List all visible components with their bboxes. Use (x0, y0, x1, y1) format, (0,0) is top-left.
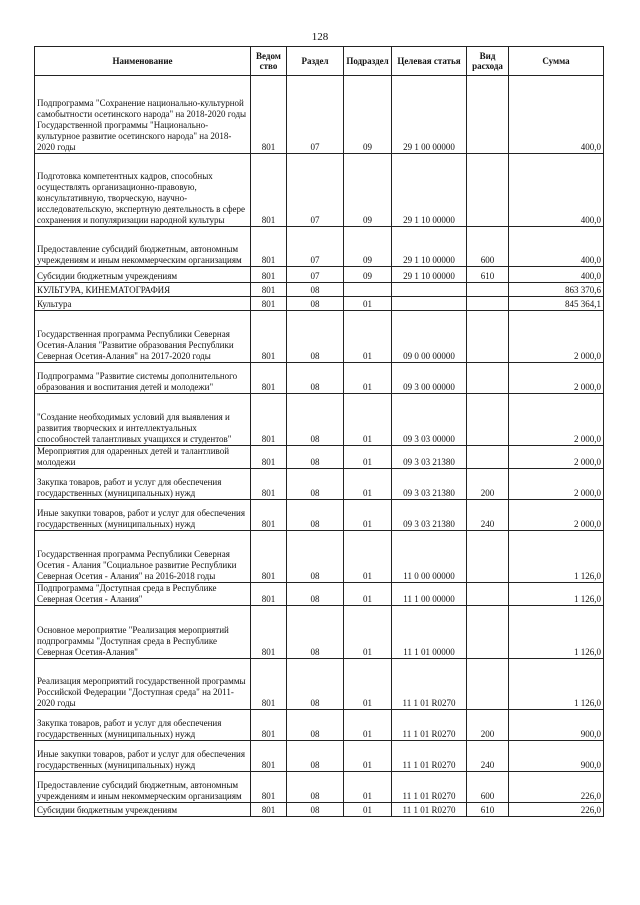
cell-section: 08 (287, 446, 344, 469)
cell-section: 07 (287, 227, 344, 267)
cell-amount: 226,0 (509, 772, 604, 803)
cell-dept: 801 (251, 267, 287, 283)
cell-subsection: 01 (344, 500, 392, 531)
cell-amount: 1 126,0 (509, 531, 604, 583)
cell-amount: 845 364,1 (509, 297, 604, 311)
table-row (35, 267, 604, 283)
cell-name: Основное мероприятие "Реализация мероприятий подпрограммы "Доступная среда в Республике Северная Осетия-Алания" (35, 606, 251, 659)
cell-dept: 801 (251, 446, 287, 469)
cell-target: 09 3 00 00000 (392, 363, 467, 394)
cell-subsection: 01 (344, 297, 392, 311)
cell-expense-type (467, 531, 509, 583)
cell-expense-type: 240 (467, 741, 509, 772)
cell-amount: 1 126,0 (509, 606, 604, 659)
table-row (35, 531, 604, 583)
cell-section: 08 (287, 531, 344, 583)
cell-amount: 863 370,6 (509, 283, 604, 297)
cell-name: Подготовка компетентных кадров, способных осуществлять организационно-правовую, консультативную, творческую, научно-исследовательскую, экспертную деятельность в сфере сохранения и популяризации народной культуры (35, 154, 251, 227)
cell-amount: 1 126,0 (509, 659, 604, 710)
table-row (35, 283, 604, 297)
cell-subsection: 01 (344, 803, 392, 817)
table-row (35, 710, 604, 741)
cell-name: Государственная программа Республики Северная Осетия - Алания "Социальное развитие Республики Северная Осетия - Алания" на 2016-2018 годы (35, 531, 251, 583)
cell-section: 07 (287, 267, 344, 283)
table-row (35, 311, 604, 363)
cell-name: КУЛЬТУРА, КИНЕМАТОГРАФИЯ (35, 283, 251, 297)
cell-dept: 801 (251, 297, 287, 311)
cell-dept: 801 (251, 363, 287, 394)
cell-amount: 400,0 (509, 154, 604, 227)
page-number: 128 (311, 31, 329, 43)
cell-dept: 801 (251, 500, 287, 531)
cell-section: 08 (287, 606, 344, 659)
cell-target: 29 1 10 00000 (392, 267, 467, 283)
cell-expense-type (467, 659, 509, 710)
cell-target: 11 1 01 00000 (392, 606, 467, 659)
cell-section: 08 (287, 710, 344, 741)
header-subsection: Подраздел (344, 47, 392, 76)
header-section: Раздел (287, 47, 344, 76)
cell-name: Реализация мероприятий государственной программы Российской Федерации "Доступная среда" на 2011-2020 годы (35, 659, 251, 710)
cell-section: 08 (287, 469, 344, 500)
cell-expense-type (467, 583, 509, 606)
header-dept: Ведом ство (251, 47, 287, 76)
cell-section: 08 (287, 394, 344, 446)
cell-name: Субсидии бюджетным учреждениям (35, 267, 251, 283)
cell-dept: 801 (251, 227, 287, 267)
cell-dept: 801 (251, 583, 287, 606)
cell-name: Предоставление субсидий бюджетным, автономным учреждениям и иным некоммерческим организациям (35, 227, 251, 267)
cell-subsection: 01 (344, 710, 392, 741)
cell-expense-type: 600 (467, 227, 509, 267)
cell-name: Закупка товаров, работ и услуг для обеспечения государственных (муниципальных) нужд (35, 710, 251, 741)
cell-amount: 2 000,0 (509, 363, 604, 394)
cell-expense-type: 200 (467, 469, 509, 500)
table-row (35, 583, 604, 606)
budget-table (34, 46, 604, 817)
cell-subsection: 09 (344, 227, 392, 267)
table-row (35, 741, 604, 772)
table-row (35, 606, 604, 659)
cell-dept: 801 (251, 772, 287, 803)
cell-expense-type: 240 (467, 500, 509, 531)
cell-target (392, 283, 467, 297)
cell-section: 07 (287, 76, 344, 154)
table-row (35, 297, 604, 311)
cell-amount: 900,0 (509, 741, 604, 772)
cell-name: Подпрограмма "Развитие системы дополнительного образования и воспитания детей и молодежи" (35, 363, 251, 394)
cell-name: Субсидии бюджетным учреждениям (35, 803, 251, 817)
cell-target: 11 1 01 R0270 (392, 772, 467, 803)
cell-dept: 801 (251, 659, 287, 710)
cell-expense-type (467, 606, 509, 659)
table-row (35, 446, 604, 469)
cell-subsection: 09 (344, 267, 392, 283)
cell-amount: 2 000,0 (509, 500, 604, 531)
cell-subsection: 01 (344, 606, 392, 659)
cell-amount: 400,0 (509, 267, 604, 283)
table-row (35, 772, 604, 803)
cell-expense-type (467, 311, 509, 363)
cell-subsection: 01 (344, 772, 392, 803)
cell-dept: 801 (251, 76, 287, 154)
cell-name: Культура (35, 297, 251, 311)
cell-target: 11 1 01 R0270 (392, 741, 467, 772)
header-amount: Сумма (509, 47, 604, 76)
cell-amount: 400,0 (509, 227, 604, 267)
cell-section: 08 (287, 297, 344, 311)
cell-expense-type (467, 446, 509, 469)
table-row (35, 659, 604, 710)
cell-section: 08 (287, 772, 344, 803)
cell-target: 11 1 01 R0270 (392, 659, 467, 710)
cell-target: 11 0 00 00000 (392, 531, 467, 583)
cell-target (392, 297, 467, 311)
cell-subsection: 01 (344, 659, 392, 710)
cell-expense-type: 600 (467, 772, 509, 803)
cell-dept: 801 (251, 311, 287, 363)
header-name: Наименование (35, 47, 251, 76)
cell-section: 08 (287, 311, 344, 363)
cell-dept: 801 (251, 803, 287, 817)
cell-expense-type: 200 (467, 710, 509, 741)
cell-section: 08 (287, 500, 344, 531)
cell-section: 08 (287, 363, 344, 394)
cell-amount: 226,0 (509, 803, 604, 817)
cell-section: 08 (287, 803, 344, 817)
cell-subsection: 01 (344, 741, 392, 772)
cell-expense-type (467, 394, 509, 446)
cell-target: 29 1 10 00000 (392, 227, 467, 267)
cell-section: 07 (287, 154, 344, 227)
cell-subsection: 01 (344, 311, 392, 363)
cell-dept: 801 (251, 531, 287, 583)
cell-target: 29 1 10 00000 (392, 154, 467, 227)
cell-target: 11 1 01 R0270 (392, 803, 467, 817)
cell-dept: 801 (251, 283, 287, 297)
header-expense-type: Вид расхода (467, 47, 509, 76)
cell-name: Подпрограмма "Доступная среда в Республике Северная Осетия - Алания" (35, 583, 251, 606)
header-row (35, 47, 604, 76)
table-row (35, 154, 604, 227)
cell-name: Государственная программа Республики Северная Осетия-Алания "Развитие образования Республики Северная Осетия-Алания" на 2017-2020 годы (35, 311, 251, 363)
cell-amount: 400,0 (509, 76, 604, 154)
cell-name: Мероприятия для одаренных детей и талантливой молодежи (35, 446, 251, 469)
cell-name: Закупка товаров, работ и услуг для обеспечения государственных (муниципальных) нужд (35, 469, 251, 500)
cell-target: 11 1 01 R0270 (392, 710, 467, 741)
cell-dept: 801 (251, 741, 287, 772)
cell-dept: 801 (251, 154, 287, 227)
cell-subsection: 09 (344, 154, 392, 227)
cell-target: 09 3 03 21380 (392, 469, 467, 500)
cell-target: 09 3 03 21380 (392, 500, 467, 531)
cell-name: Иные закупки товаров, работ и услуг для обеспечения государственных (муниципальных) нужд (35, 500, 251, 531)
cell-section: 08 (287, 283, 344, 297)
table-row (35, 76, 604, 154)
cell-dept: 801 (251, 469, 287, 500)
cell-subsection: 09 (344, 76, 392, 154)
cell-amount: 2 000,0 (509, 469, 604, 500)
cell-target: 11 1 00 00000 (392, 583, 467, 606)
cell-dept: 801 (251, 710, 287, 741)
cell-subsection: 01 (344, 394, 392, 446)
cell-subsection: 01 (344, 469, 392, 500)
cell-amount: 2 000,0 (509, 394, 604, 446)
cell-dept: 801 (251, 606, 287, 659)
cell-expense-type (467, 76, 509, 154)
cell-subsection (344, 283, 392, 297)
cell-target: 09 0 00 00000 (392, 311, 467, 363)
cell-amount: 1 126,0 (509, 583, 604, 606)
cell-amount: 900,0 (509, 710, 604, 741)
cell-subsection: 01 (344, 363, 392, 394)
cell-subsection: 01 (344, 446, 392, 469)
cell-expense-type: 610 (467, 803, 509, 817)
cell-name: Предоставление субсидий бюджетным, автономным учреждениям и иным некоммерческим организациям (35, 772, 251, 803)
cell-target: 09 3 03 00000 (392, 394, 467, 446)
table-row (35, 394, 604, 446)
cell-expense-type (467, 154, 509, 227)
table-row (35, 803, 604, 817)
cell-dept: 801 (251, 394, 287, 446)
cell-name: Иные закупки товаров, работ и услуг для обеспечения государственных (муниципальных) нужд (35, 741, 251, 772)
header-target: Целевая статья (392, 47, 467, 76)
table-body (35, 76, 604, 817)
table-row (35, 227, 604, 267)
cell-section: 08 (287, 741, 344, 772)
cell-expense-type (467, 297, 509, 311)
cell-name: "Создание необходимых условий для выявления и развития творческих и интеллектуальных способностей талантливых учащихся и студентов" (35, 394, 251, 446)
cell-section: 08 (287, 659, 344, 710)
cell-subsection: 01 (344, 531, 392, 583)
cell-section: 08 (287, 583, 344, 606)
cell-expense-type (467, 283, 509, 297)
cell-subsection: 01 (344, 583, 392, 606)
cell-name: Подпрограмма "Сохранение национально-культурной самобытности осетинского народа" на 2018-2020 годы Государственной программы "Национально-культурное развитие осетинского народа" на 2018-2020 годы (35, 76, 251, 154)
table-row (35, 500, 604, 531)
cell-amount: 2 000,0 (509, 311, 604, 363)
cell-target: 09 3 03 21380 (392, 446, 467, 469)
cell-target: 29 1 00 00000 (392, 76, 467, 154)
table-row (35, 469, 604, 500)
cell-expense-type: 610 (467, 267, 509, 283)
cell-amount: 2 000,0 (509, 446, 604, 469)
table-row (35, 363, 604, 394)
cell-expense-type (467, 363, 509, 394)
